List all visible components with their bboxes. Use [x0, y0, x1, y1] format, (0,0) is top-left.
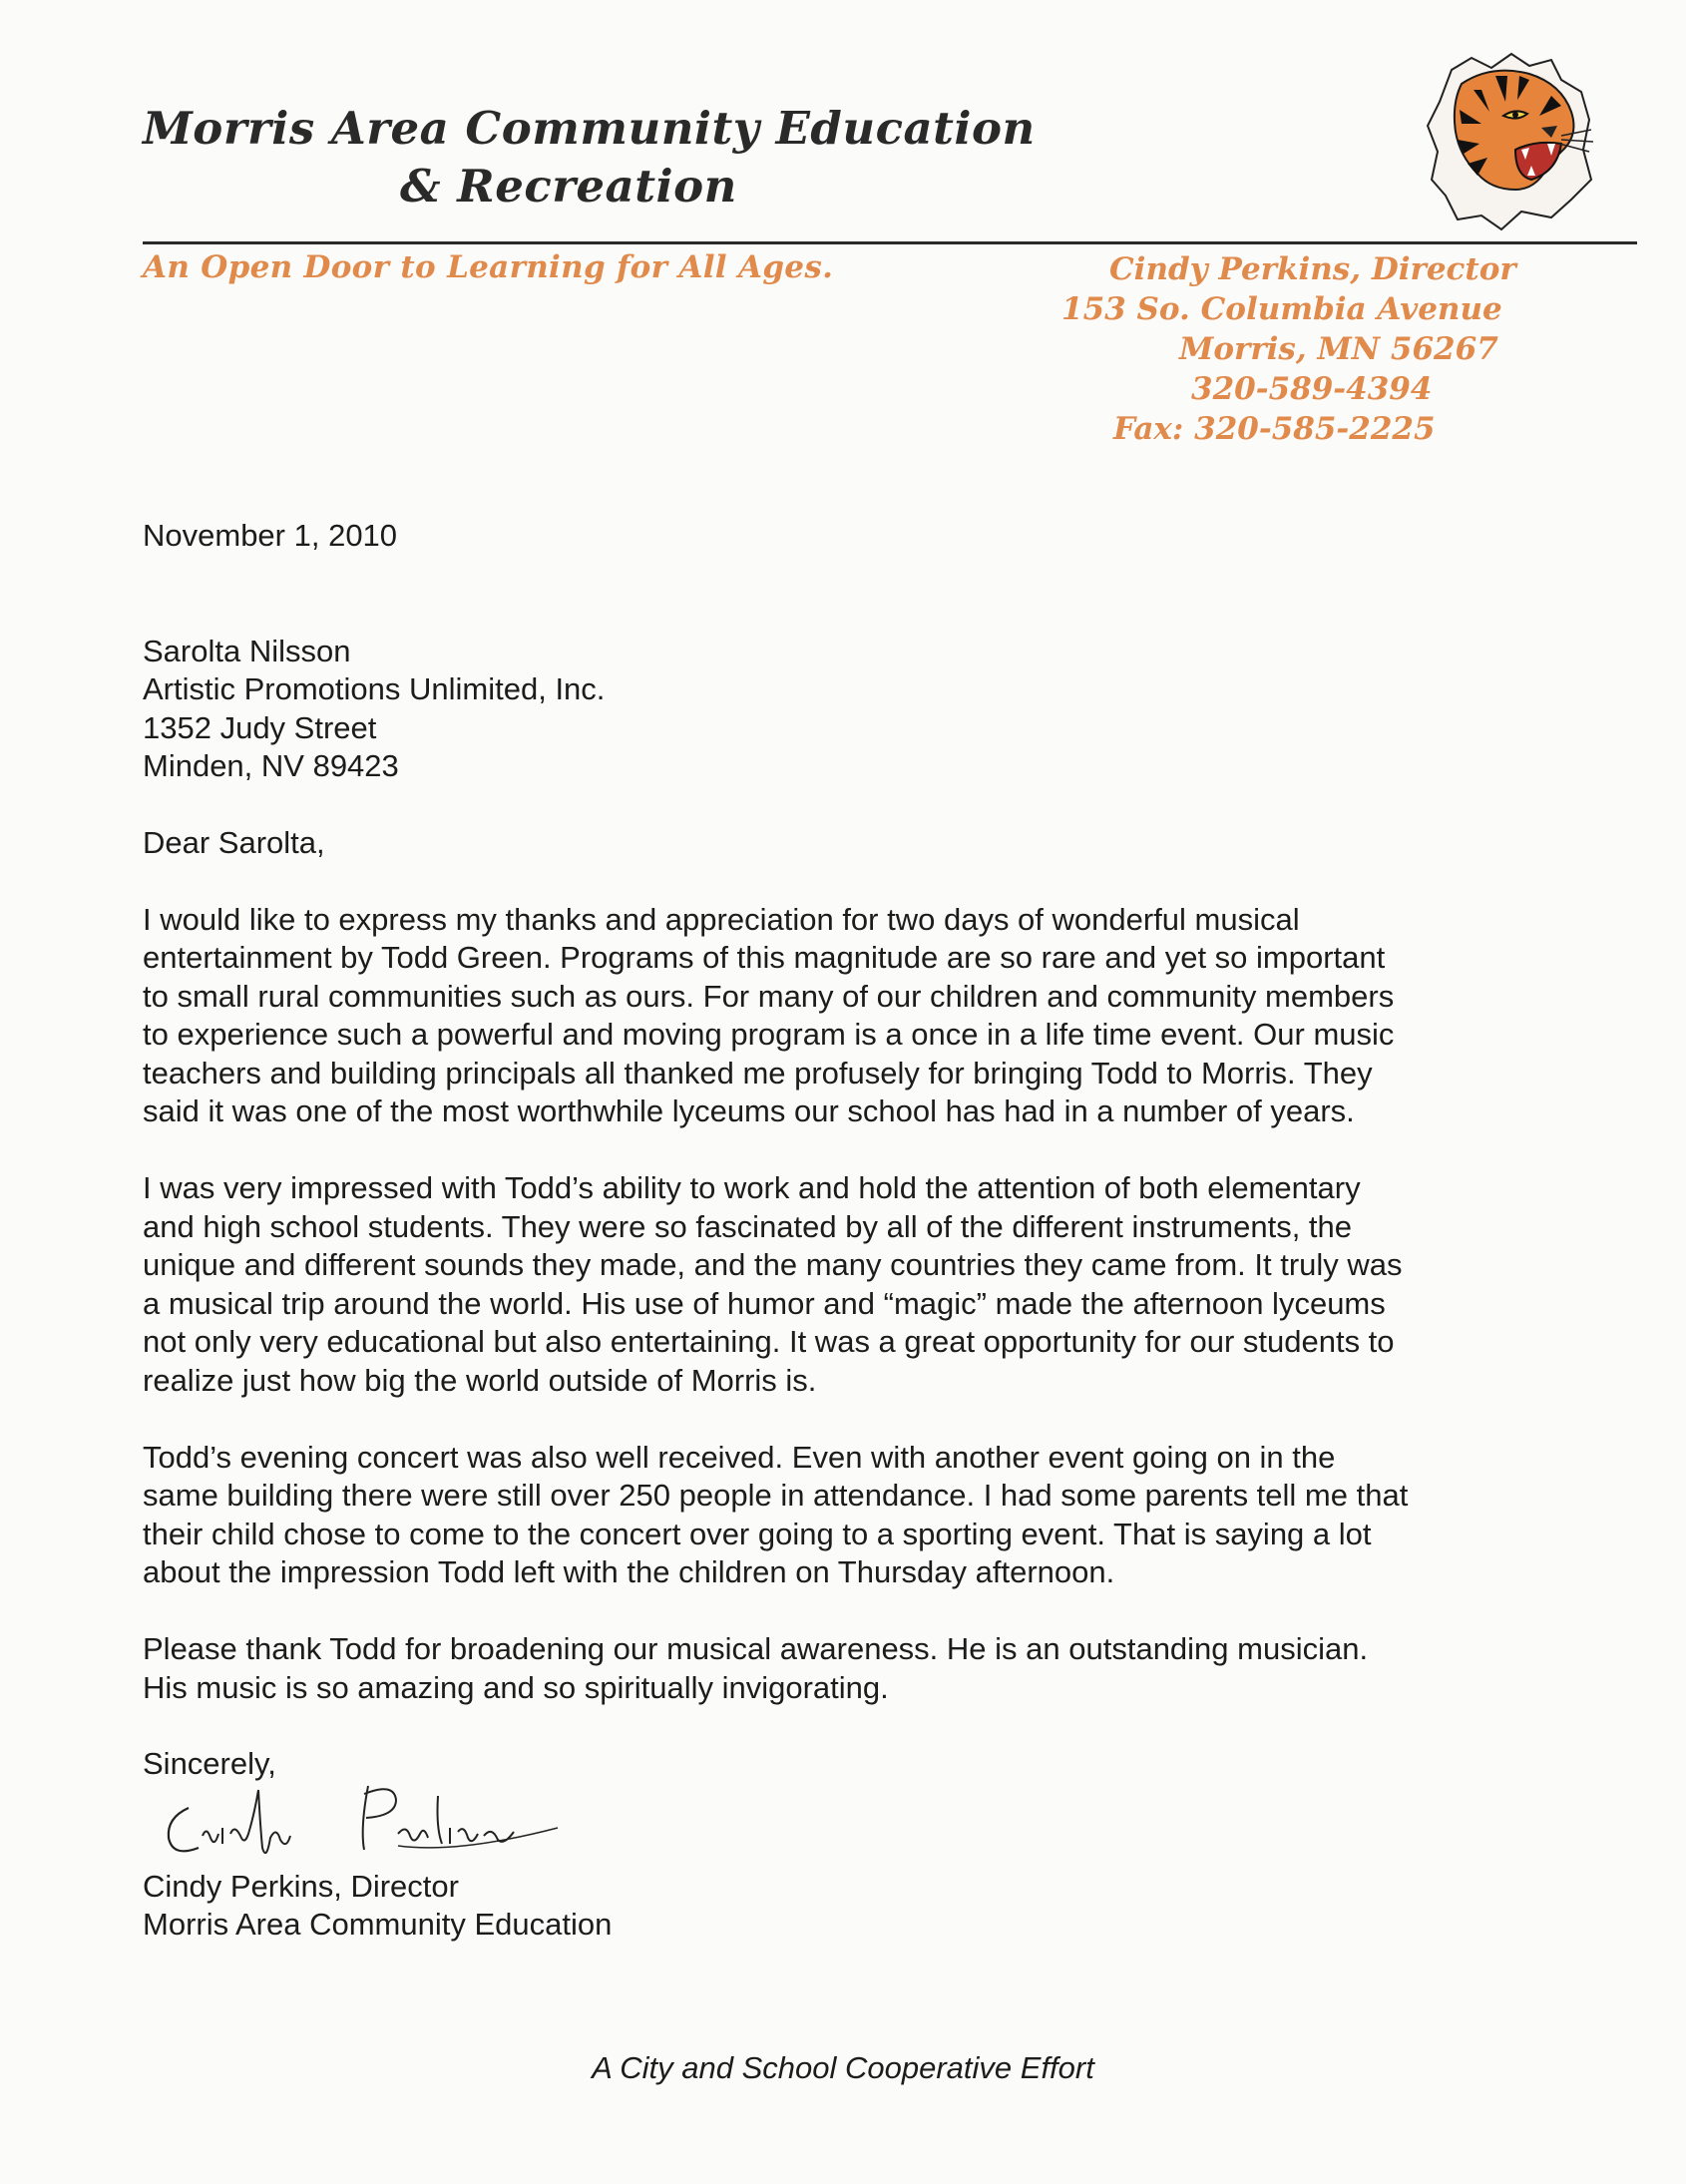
signer-name: Cindy Perkins, Director [143, 1868, 459, 1904]
signer-organization: Morris Area Community Education [143, 1907, 613, 1942]
letterhead-divider [143, 241, 1637, 244]
recipient-address [143, 633, 1539, 786]
contact-city: Morris, MN 56267 [1179, 331, 1498, 367]
recipient-name: Sarolta Nilsson [143, 633, 351, 668]
signer-block [143, 1868, 1539, 1945]
paragraph-2 [143, 1169, 1539, 1400]
paragraph-line: to experience such a powerful and moving program is a once in a life time event. Our music [143, 1017, 1395, 1052]
paragraph-line: same building there were still over 250 people in attendance. I had some parents tell me that [143, 1478, 1409, 1513]
paragraph-line: I was very impressed with Todd’s ability to work and hold the attention of both elementary [143, 1170, 1361, 1205]
tiger-head-icon [1412, 40, 1611, 239]
letter-body [143, 517, 1539, 1945]
letter-date: November 1, 2010 [143, 518, 398, 553]
paragraph-line: to small rural communities such as ours. For many of our children and community members [143, 978, 1395, 1014]
closing: Sincerely, [143, 1746, 276, 1781]
paragraph-line: unique and different sounds they made, and the many countries they came from. It truly was [143, 1247, 1403, 1282]
paragraph-line: entertainment by Todd Green. Programs of this magnitude are so rare and yet so important [143, 940, 1386, 975]
tagline: An Open Door to Learning for All Ages. [143, 249, 834, 285]
paragraph-1 [143, 901, 1539, 1131]
paragraph-line: teachers and building principals all thanked me profusely for bringing Todd to Morris. They [143, 1055, 1373, 1091]
paragraph-line: said it was one of the most worthwhile lyceums our school has had in a number of years. [143, 1093, 1355, 1128]
paragraph-line: realize just how big the world outside of Morris is. [143, 1362, 817, 1398]
paragraph-line: Please thank Todd for broadening our musical awareness. He is an outstanding musician. [143, 1631, 1369, 1666]
paragraph-3 [143, 1439, 1539, 1592]
paragraph-line: not only very educational but also entertaining. It was a great opportunity for our students to [143, 1324, 1395, 1359]
organization-name-line2: & Recreation [400, 160, 737, 213]
organization-name-line1: Morris Area Community Education [143, 102, 1036, 155]
recipient-city: Minden, NV 89423 [143, 748, 399, 783]
footer-motto: A City and School Cooperative Effort [592, 2050, 1094, 2085]
paragraph-line: about the impression Todd left with the children on Thursday afternoon. [143, 1554, 1115, 1589]
contact-phone: 320-589-4394 [1191, 371, 1433, 407]
contact-street: 153 So. Columbia Avenue [1061, 291, 1502, 327]
handwritten-signature [159, 1778, 578, 1868]
contact-fax: Fax: 320-585-2225 [1113, 411, 1436, 447]
organization-name [143, 100, 1036, 216]
paragraph-line: His music is so amazing and so spiritually invigorating. [143, 1669, 889, 1705]
recipient-company: Artistic Promotions Unlimited, Inc. [143, 671, 606, 706]
contact-block [1038, 249, 1536, 449]
paragraph-4 [143, 1630, 1539, 1707]
paragraph-line: Todd’s evening concert was also well received. Even with another event going on in the [143, 1439, 1336, 1475]
contact-director: Cindy Perkins, Director [1109, 251, 1516, 287]
paragraph-line: I would like to express my thanks and appreciation for two days of wonderful musical [143, 901, 1300, 937]
paragraph-line: their child chose to come to the concert over going to a sporting event. That is saying a lot [143, 1516, 1372, 1551]
recipient-street: 1352 Judy Street [143, 709, 377, 745]
salutation: Dear Sarolta, [143, 824, 325, 860]
paragraph-line: a musical trip around the world. His use of humor and “magic” made the afternoon lyceums [143, 1285, 1386, 1321]
paragraph-line: and high school students. They were so fascinated by all of the different instruments, the [143, 1208, 1353, 1244]
